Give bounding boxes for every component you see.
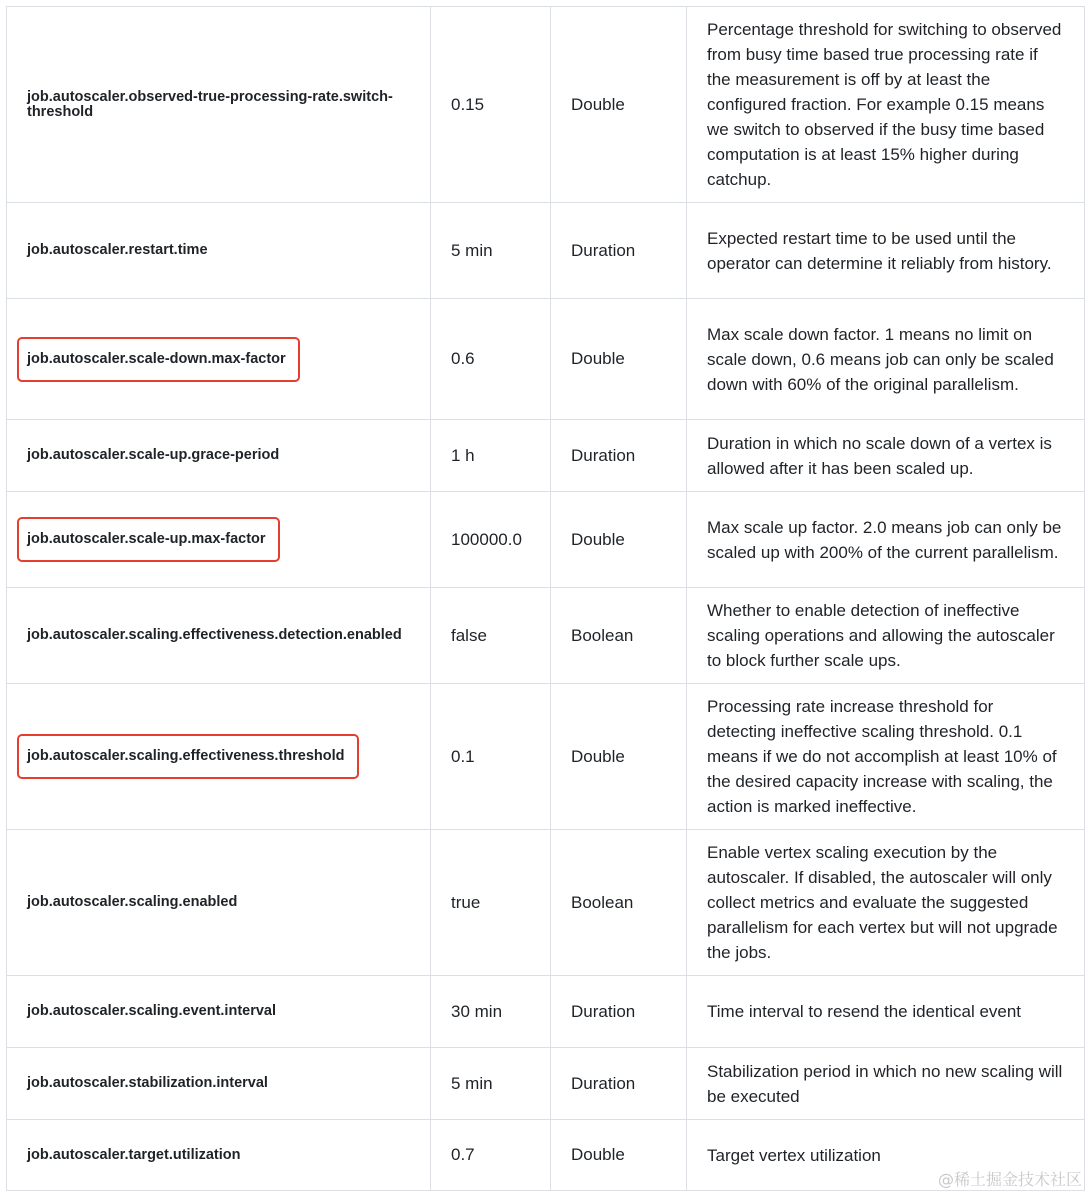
table-row bbox=[7, 299, 1085, 420]
type-cell: Double bbox=[551, 1120, 687, 1191]
table-row bbox=[7, 976, 1085, 1048]
default-value-cell: 0.7 bbox=[431, 1120, 551, 1191]
description-cell: Target vertex utilization bbox=[687, 1120, 1085, 1191]
config-key-highlighted: job.autoscaler.scale-up.max-factor bbox=[27, 531, 266, 547]
config-key-cell bbox=[7, 830, 431, 976]
default-value-cell: true bbox=[431, 830, 551, 976]
table-row bbox=[7, 1048, 1085, 1120]
config-key: job.autoscaler.scaling.event.interval bbox=[27, 1003, 277, 1019]
config-key: job.autoscaler.stabilization.interval bbox=[27, 1075, 268, 1091]
default-value-cell: 5 min bbox=[431, 203, 551, 299]
watermark: @稀土掘金技术社区 bbox=[937, 1170, 1082, 1189]
type-cell: Double bbox=[551, 299, 687, 420]
default-value-cell: 30 min bbox=[431, 976, 551, 1048]
description-cell: Max scale down factor. 1 means no limit on scale down, 0.6 means job can only be scaled down with 60% of the original parallelism. bbox=[687, 299, 1085, 420]
table-row bbox=[7, 7, 1085, 203]
description-cell: Whether to enable detection of ineffective scaling operations and allowing the autoscaler to block further scale ups. bbox=[687, 588, 1085, 684]
config-key-cell bbox=[7, 7, 431, 203]
config-key-cell bbox=[7, 299, 431, 420]
description-cell: Duration in which no scale down of a vertex is allowed after it has been scaled up. bbox=[687, 420, 1085, 492]
config-key-highlighted: job.autoscaler.scale-down.max-factor bbox=[27, 350, 286, 367]
table-row bbox=[7, 830, 1085, 976]
type-cell: Boolean bbox=[551, 588, 687, 684]
default-value-cell: 0.1 bbox=[431, 684, 551, 830]
default-value-cell: 100000.0 bbox=[431, 492, 551, 588]
table-row bbox=[7, 588, 1085, 684]
table-row bbox=[7, 684, 1085, 830]
default-value-cell: 5 min bbox=[431, 1048, 551, 1120]
description-cell: Enable vertex scaling execution by the autoscaler. If disabled, the autoscaler will only collect metrics and evaluate the suggested parallelism for each vertex but will not upgrade the jobs. bbox=[687, 830, 1085, 976]
config-key: job.autoscaler.scaling.effectiveness.detection.enabled bbox=[27, 627, 402, 643]
type-cell: Duration bbox=[551, 976, 687, 1048]
config-key-cell bbox=[7, 492, 431, 588]
description-cell: Stabilization period in which no new scaling will be executed bbox=[687, 1048, 1085, 1120]
config-key: job.autoscaler.target.utilization bbox=[27, 1146, 241, 1163]
default-value-cell: 0.6 bbox=[431, 299, 551, 420]
type-cell: Duration bbox=[551, 1048, 687, 1120]
config-key-highlighted: job.autoscaler.scaling.effectiveness.threshold bbox=[27, 748, 345, 764]
type-cell: Boolean bbox=[551, 830, 687, 976]
default-value-cell: 0.15 bbox=[431, 7, 551, 203]
description-cell: Time interval to resend the identical event bbox=[687, 976, 1085, 1048]
config-key-cell bbox=[7, 203, 431, 299]
description-cell: Processing rate increase threshold for detecting ineffective scaling threshold. 0.1 means if we do not accomplish at least 10% of the desired capacity increase with scaling, the action is marked ineffective. bbox=[687, 684, 1085, 830]
description-cell: Max scale up factor. 2.0 means job can only be scaled up with 200% of the current parallelism. bbox=[687, 492, 1085, 588]
config-key-cell bbox=[7, 588, 431, 684]
config-key-cell bbox=[7, 1048, 431, 1120]
config-key: job.autoscaler.observed-true-processing-rate.switch-threshold bbox=[27, 88, 393, 120]
type-cell: Double bbox=[551, 7, 687, 203]
table-row bbox=[7, 492, 1085, 588]
type-cell: Double bbox=[551, 684, 687, 830]
table-row bbox=[7, 420, 1085, 492]
type-cell: Duration bbox=[551, 420, 687, 492]
config-key-cell bbox=[7, 976, 431, 1048]
table-row bbox=[7, 1120, 1085, 1191]
config-key-cell bbox=[7, 420, 431, 492]
config-key: job.autoscaler.scaling.enabled bbox=[27, 894, 238, 910]
config-key-cell bbox=[7, 1120, 431, 1191]
default-value-cell: 1 h bbox=[431, 420, 551, 492]
table-row bbox=[7, 203, 1085, 299]
config-table bbox=[6, 6, 1085, 1191]
description-cell: Percentage threshold for switching to observed from busy time based true processing rate if the measurement is off by at least the configured fraction. For example 0.15 means we switch to observed if the busy time based computation is at least 15% higher during catchup. bbox=[687, 7, 1085, 203]
description-cell: Expected restart time to be used until the operator can determine it reliably from history. bbox=[687, 203, 1085, 299]
config-key: job.autoscaler.restart.time bbox=[27, 242, 208, 258]
config-key: job.autoscaler.scale-up.grace-period bbox=[27, 447, 280, 463]
type-cell: Double bbox=[551, 492, 687, 588]
default-value-cell: false bbox=[431, 588, 551, 684]
config-key-cell bbox=[7, 684, 431, 830]
type-cell: Duration bbox=[551, 203, 687, 299]
